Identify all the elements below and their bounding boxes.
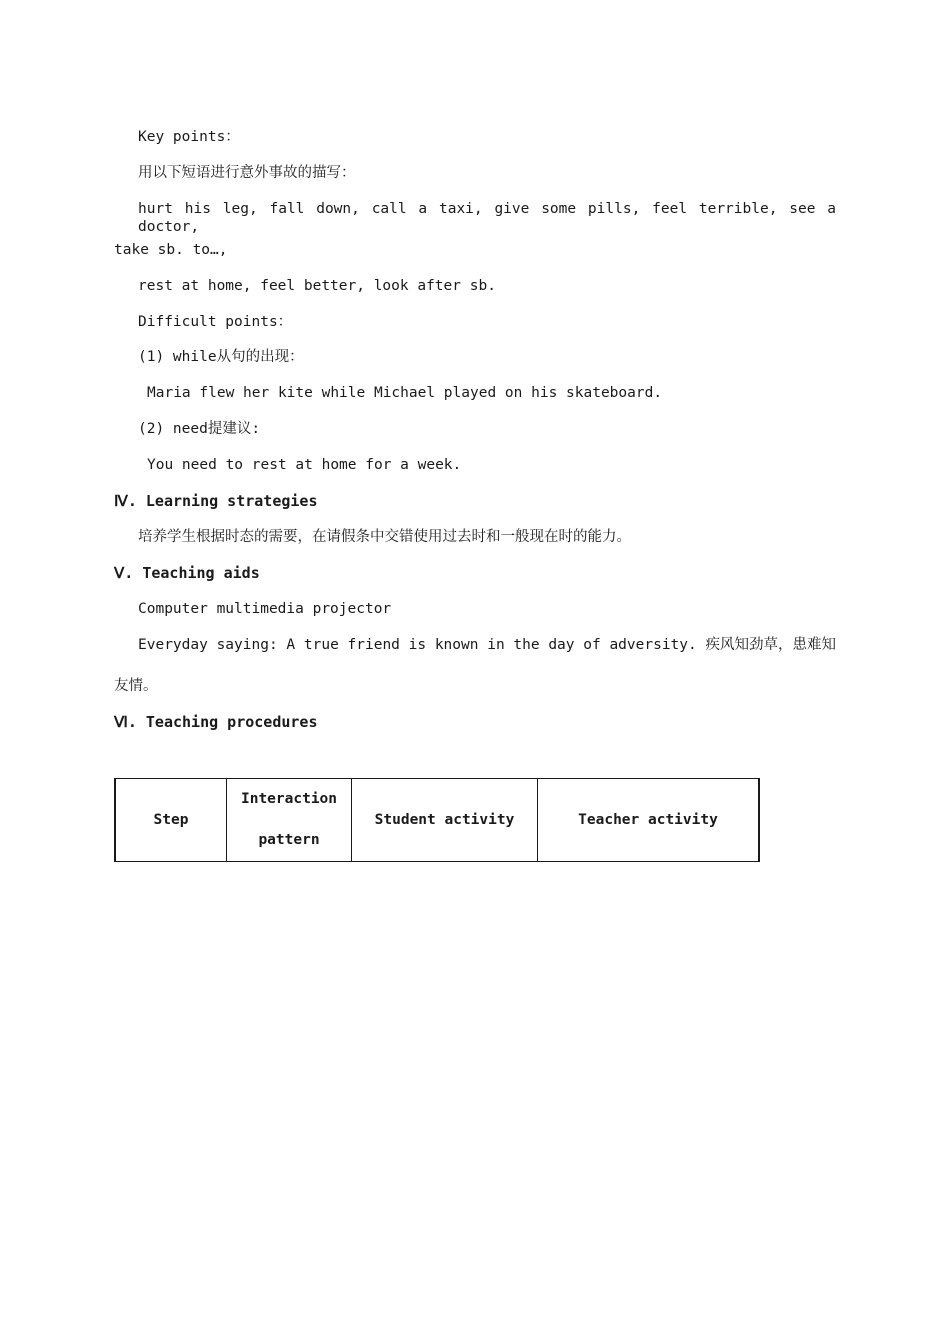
difficult-point-1-label: (1) while从句的出现： [138,349,304,365]
section-heading-teaching-procedures: Ⅵ. Teaching procedures [114,713,318,731]
key-phrases-line-1-continued: take sb. to…, [114,242,228,258]
table-header-row [115,779,759,862]
teaching-aid-item: Computer multimedia projector [138,601,392,617]
key-phrases-line-2: rest at home, feel better, look after sb. [138,278,496,294]
header-step: Step [115,779,227,862]
section-heading-learning-strategies: Ⅳ. Learning strategies [114,492,318,510]
difficult-point-2-label: (2) need提建议: [138,421,261,437]
learning-strategies-text: 培养学生根据时态的需要，在请假条中交错使用过去时和一般现在时的能力。 [138,529,631,545]
header-interaction-line-1: Interaction [240,791,338,807]
key-points-label: Key points： [138,129,240,145]
key-points-intro: 用以下短语进行意外事故的描写： [138,165,356,181]
header-student-activity: Student activity [352,779,538,862]
header-teacher-activity: Teacher activity [538,779,760,862]
difficult-point-2-example: You need to rest at home for a week. [147,457,462,473]
header-interaction-pattern [227,779,352,862]
section-heading-teaching-aids: Ⅴ. Teaching aids [114,564,260,582]
header-interaction-line-2: pattern [258,832,320,848]
difficult-points-label: Difficult points： [138,314,293,330]
teaching-procedures-table [114,778,760,862]
everyday-saying-line-1: Everyday saying: A true friend is known in the day of adversity. 疾风知劲草，患难知 [138,637,836,653]
everyday-saying-line-2: 友情。 [114,678,158,694]
key-phrases-line-1: hurt his leg, fall down, call a taxi, give some pills, feel terrible, see a doctor, [138,201,836,235]
difficult-point-1-example: Maria flew her kite while Michael played on his skateboard. [147,385,663,401]
